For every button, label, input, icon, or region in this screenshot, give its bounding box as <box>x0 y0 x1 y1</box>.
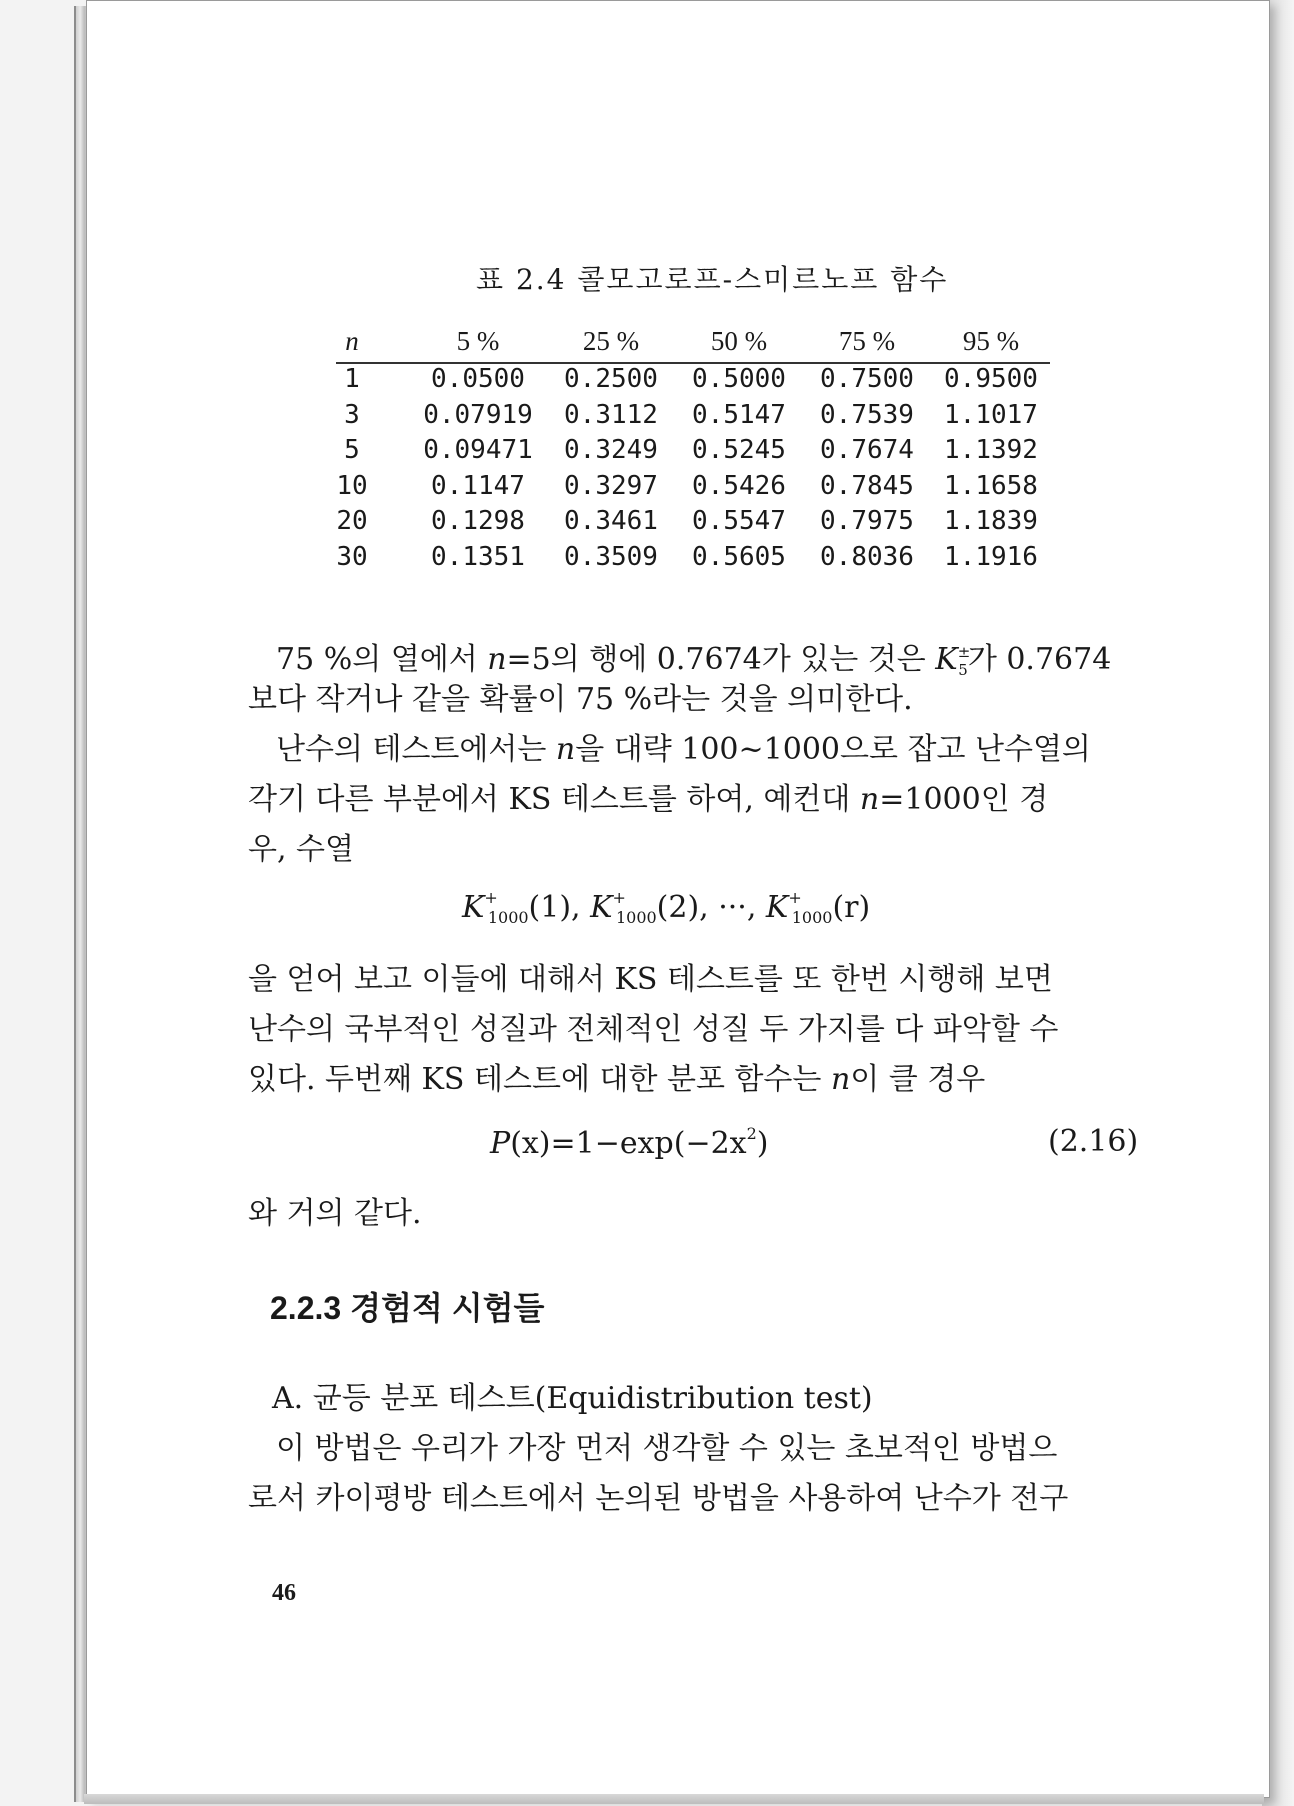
header-5: 5 % <box>456 326 500 356</box>
table-cell: 0.3461 <box>564 506 658 536</box>
equation-distribution: $P(x)=1-\exp(-2x^2)$ <box>490 1124 769 1161</box>
header-n: n <box>345 326 359 356</box>
table-cell: 0.1351 <box>431 541 525 572</box>
table-row <box>336 542 1050 578</box>
table-cell: 0.5147 <box>692 399 786 430</box>
table-row <box>336 435 1050 471</box>
page-stack-bottom <box>84 1794 1264 1804</box>
text-line: 75 %의 열에서 n=5의 행에 0.7674가 있는 것은 $K^\pm_5$가 0.7674 <box>276 642 1112 679</box>
table-cell: 0.07919 <box>423 399 533 430</box>
subsection-heading: A. 균등 분포 테스트(Equidistribution test) <box>272 1381 873 1416</box>
header-75: 75 % <box>838 326 896 356</box>
table-cell: 30 <box>336 541 368 572</box>
header-95: 95 % <box>962 326 1020 356</box>
table-cell: 1.1658 <box>944 470 1038 501</box>
table-cell: 0.5245 <box>692 435 786 465</box>
table-cell: 0.1298 <box>431 506 525 536</box>
table-cell: 0.5547 <box>692 506 786 536</box>
table-cell: 0.5000 <box>692 364 786 394</box>
table-row <box>336 364 1050 400</box>
table-cell: 1 <box>344 364 360 394</box>
table-cell: 0.7674 <box>820 435 914 465</box>
table-cell: 0.09471 <box>423 435 533 465</box>
table-cell: 0.3249 <box>564 435 658 465</box>
table-cell: 0.3509 <box>564 541 658 572</box>
table-cell: 1.1916 <box>944 541 1038 572</box>
table-cell: 0.7975 <box>820 506 914 536</box>
table-row <box>336 400 1050 436</box>
table-cell: 0.3112 <box>564 399 658 430</box>
table-cell: 0.2500 <box>564 364 658 394</box>
text-line: 로서 카이평방 테스트에서 논의된 방법을 사용하여 난수가 전구 <box>248 1481 1069 1516</box>
header-50: 50 % <box>710 326 768 356</box>
table-cell: 0.1147 <box>431 470 525 501</box>
text-line: 난수의 테스트에서는 n을 대략 100~1000으로 잡고 난수열의 <box>276 732 1091 767</box>
table-row <box>336 506 1050 542</box>
table-cell: 1.1017 <box>944 399 1038 430</box>
table-cell: 0.3297 <box>564 470 658 501</box>
text-line: 이 방법은 우리가 가장 먼저 생각할 수 있는 초보적인 방법으 <box>276 1431 1058 1466</box>
table-cell: 0.7500 <box>820 364 914 394</box>
table-cell: 0.8036 <box>820 541 914 572</box>
equation-number: (2.16) <box>1048 1124 1139 1159</box>
equation-ks-sequence: $K^+_{1000}(1)$, $K^+_{1000}(2)$, ···, $K^+_{1000}(r)$ <box>462 888 871 927</box>
text-line: 난수의 국부적인 성질과 전체적인 성질 두 가지를 다 파악할 수 <box>248 1012 1059 1047</box>
text-line: 보다 작거나 같을 확률이 75 %라는 것을 의미한다. <box>248 682 913 717</box>
table-cell: 3 <box>344 399 360 430</box>
table-caption: 표 2.4 콜모고로프-스미르노프 함수 <box>476 263 949 296</box>
table-cell: 5 <box>344 435 360 465</box>
table-cell: 0.5426 <box>692 470 786 501</box>
table-row <box>336 471 1050 507</box>
table-cell: 0.0500 <box>431 364 525 394</box>
table-cell: 0.9500 <box>944 364 1038 394</box>
header-25: 25 % <box>582 326 640 356</box>
table-cell: 10 <box>336 470 368 501</box>
ks-table <box>336 320 1050 577</box>
paragraph-4: 와 거의 같다. <box>248 1196 422 1231</box>
table-cell: 0.7539 <box>820 399 914 430</box>
text-line: 을 얻어 보고 이들에 대해서 KS 테스트를 또 한번 시행해 보면 <box>248 962 1053 997</box>
table-cell: 1.1839 <box>944 506 1038 536</box>
text-line: 있다. 두번째 KS 테스트에 대한 분포 함수는 n이 클 경우 <box>248 1062 986 1097</box>
table-cell: 1.1392 <box>944 435 1038 465</box>
text-line: 우, 수열 <box>248 832 355 867</box>
table-cell: 20 <box>336 506 368 536</box>
table-cell: 0.5605 <box>692 541 786 572</box>
section-heading: 2.2.3 경험적 시험들 <box>270 1290 545 1326</box>
table-header <box>336 320 1050 364</box>
table-cell: 0.7845 <box>820 470 914 501</box>
text-line: 각기 다른 부분에서 KS 테스트를 하여, 예컨대 n=1000인 경 <box>248 782 1049 817</box>
page-number: 46 <box>272 1580 296 1606</box>
